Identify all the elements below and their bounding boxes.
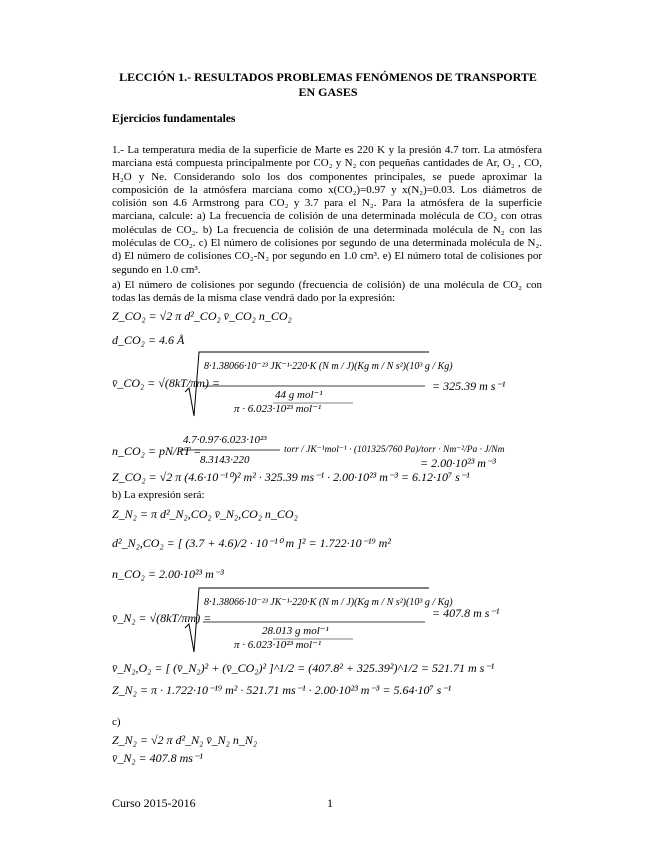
section-heading: Ejercicios fundamentales bbox=[112, 113, 236, 125]
eq-z-co2-value: Z_CO₂ = √2 π (4.6·10⁻¹⁰)² m² · 325.39 ms⁻¹ · 2.00·10²³ m⁻³ = 6.12·10⁷ s⁻¹ bbox=[112, 470, 470, 484]
problem-statement: 1.- La temperatura media de la superficie de Marte es 220 K y la presión 4.7 torr. La atmósfera marciana está compuesta principalmente por CO₂ y N₂ con pequeñas cantidades de Ar, O₂ , CO, H₂O y Ne. Considerando solo los dos componentes principales, se puede aproximar la composición de la atmósfera marciana como x(CO₂)=0.97 y x(N₂)=0.03. Los diámetros de colisión son 4.6 Armstrong para CO₂ y 3.7 para el N₂. Para la atmósfera de la superficie marciana, calcule: a) La frecuencia de colisión de una determinada molécula de CO₂ con otras moléculas de CO₂. b) La frecuencia de colisión de una determinada molécula de N₂ con las moléculas de CO₂. c) El número de colisiones por segundo de una determinada molécula de N₂. d) El número de colisiones CO₂-N₂ por segundo en 1.0 cm³. e) El número total de colisiones por segundo en 1.0 cm³. bbox=[112, 144, 542, 276]
eq-v-n2-den-bottom: π · 6.023·10²³ mol⁻¹ bbox=[234, 639, 322, 651]
eq-v-n2-result: = 407.8 m s⁻¹ bbox=[432, 606, 500, 620]
eq-v-co2-result: = 325.39 m s⁻¹ bbox=[432, 379, 506, 393]
eq-v-n2-c: v̄_N₂ = 407.8 ms⁻¹ bbox=[112, 751, 203, 765]
eq-v-co2-den-top: 44 g mol⁻¹ bbox=[275, 389, 323, 401]
eq-z-n2-value: Z_N₂ = π · 1.722·10⁻¹⁹ m² · 521.71 ms⁻¹ · 2.00·10²³ m⁻³ = 5.64·10⁷ s⁻¹ bbox=[112, 683, 452, 697]
eq-d-co2: d_CO₂ = 4.6 Å bbox=[112, 333, 185, 347]
answer-b-intro: b) La expresión será: bbox=[112, 489, 205, 501]
eq-v-n2-lhs: v̄_N₂ = √(8kT/πm) = bbox=[112, 611, 212, 625]
eq-v-n2-den-top: 28.013 g mol⁻¹ bbox=[262, 625, 329, 637]
eq-n-co2-den: 8.3143·220 bbox=[200, 454, 250, 466]
eq-v-co2-numerator: 8·1.38066·10⁻²³ JK⁻¹·220·K (N m / J)(Kg m / N s²)(10³ g / Kg) bbox=[204, 361, 453, 372]
footer-page-number: 1 bbox=[327, 796, 333, 810]
eq-v-rel: v̄_N₂,O₂ = [ (v̄_N₂)² + (v̄_CO₂)² ]^1/2 = (407.8² + 325.39²)^1/2 = 521.71 m s⁻¹ bbox=[112, 661, 495, 675]
eq-v-co2-den-bottom: π · 6.023·10²³ mol⁻¹ bbox=[234, 403, 322, 415]
eq-n-co2-result: = 2.00·10²³ m⁻³ bbox=[420, 456, 496, 470]
eq-n-co2-num: 4.7·0.97·6.023·10²³ bbox=[183, 434, 267, 446]
page-title: LECCIÓN 1.- RESULTADOS PROBLEMAS FENÓMENOS DE TRANSPORTE EN GASES bbox=[119, 70, 537, 99]
eq-z-n2-c-formula: Z_N₂ = √2 π d²_N₂ v̄_N₂ n_N₂ bbox=[112, 733, 257, 747]
footer-course: Curso 2015-2016 bbox=[112, 796, 196, 810]
eq-n-co2-b: n_CO₂ = 2.00·10²³ m⁻³ bbox=[112, 567, 224, 581]
eq-v-co2-lhs: v̄_CO₂ = √(8kT/πm) = bbox=[112, 376, 220, 390]
answer-c-intro: c) bbox=[112, 716, 121, 728]
eq-v-n2-numerator: 8·1.38066·10⁻²³ JK⁻¹·220·K (N m / J)(Kg m / N s²)(10³ g / Kg) bbox=[204, 597, 453, 608]
eq-d-n2-co2: d²_N₂,CO₂ = [ (3.7 + 4.6)/2 · 10⁻¹⁰ m ]² = 1.722·10⁻¹⁹ m² bbox=[112, 536, 391, 550]
eq-n-co2-lhs: n_CO₂ = pN/RT = bbox=[112, 444, 202, 458]
eq-z-n2-formula: Z_N₂ = π d²_N₂,CO₂ v̄_N₂,CO₂ n_CO₂ bbox=[112, 507, 298, 521]
eq-n-co2-units: torr / JK⁻¹mol⁻¹ · (101325/760 Pa)/torr · Nm⁻²/Pa · J/Nm bbox=[284, 445, 505, 455]
answer-a-intro: a) El número de colisiones por segundo (frecuencia de colisión) de una molécula de CO₂ con todas las demás de la misma clase vendrá dado por la expresión: bbox=[112, 279, 542, 305]
eq-z-co2-formula: Z_CO₂ = √2 π d²_CO₂ v̄_CO₂ n_CO₂ bbox=[112, 309, 292, 323]
